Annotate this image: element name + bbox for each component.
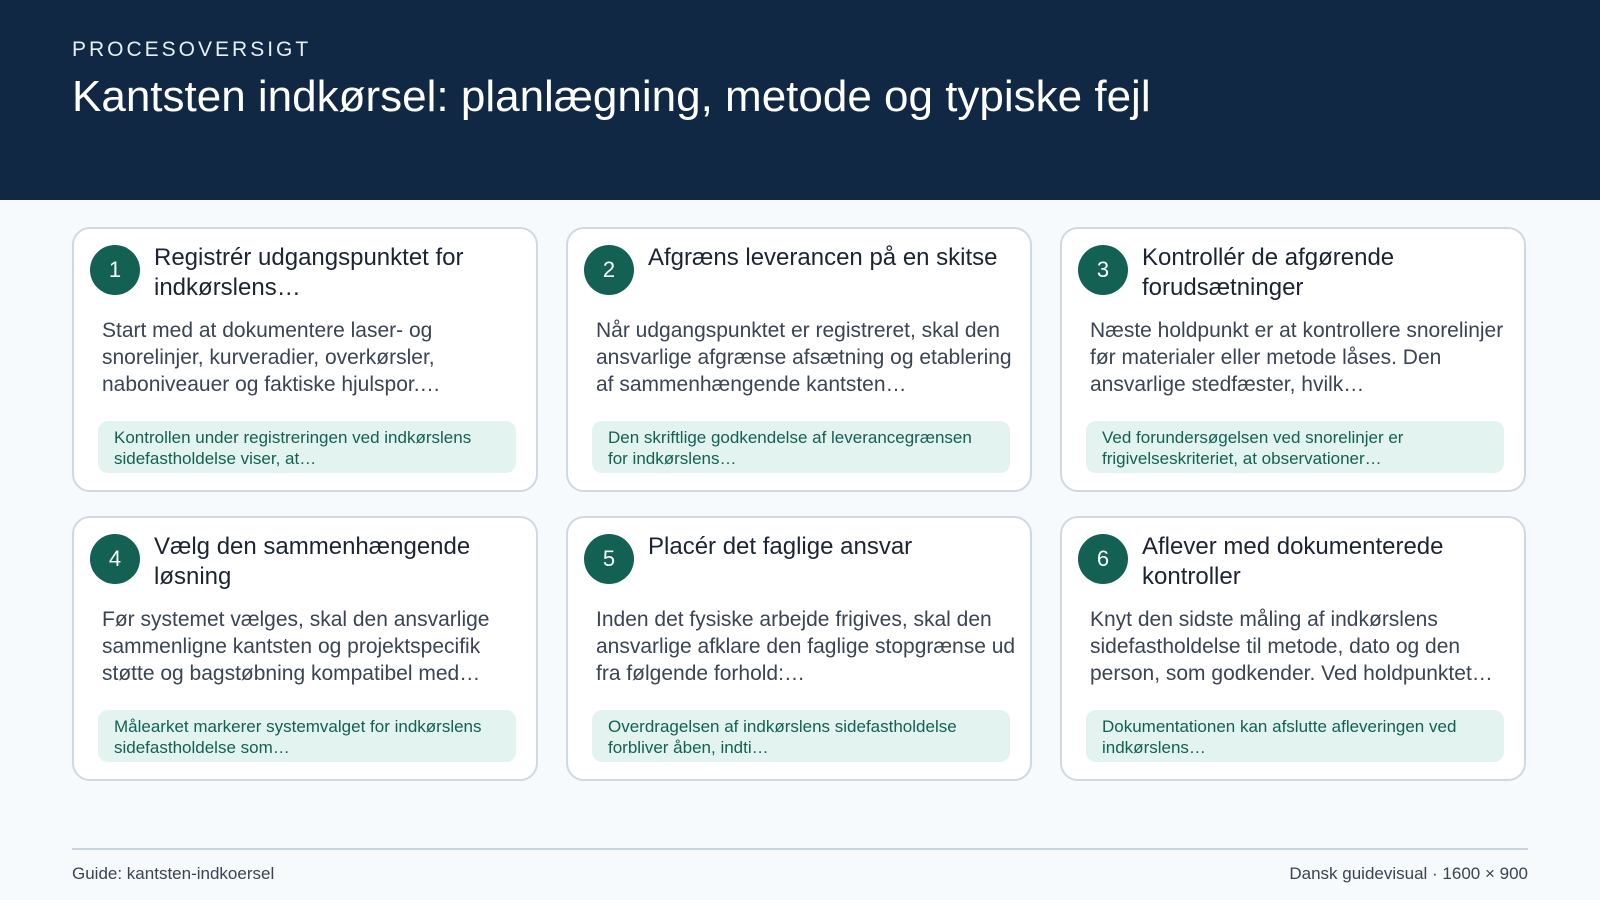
step-card-3: [1060, 227, 1526, 492]
footer-divider: [72, 848, 1528, 850]
step-title: Aflever med dokumenterede kontroller: [1142, 533, 1444, 590]
step-note: Overdragelsen af indkørslens sidefastholdelse forbliver åben, indti…: [592, 710, 1010, 762]
step-card-grid: [72, 227, 1526, 781]
step-note: Den skriftlige godkendelse af leverancegrænsen for indkørslens…: [592, 421, 1010, 473]
step-card-6: [1060, 516, 1526, 781]
step-number-badge: 6: [1078, 534, 1128, 584]
step-card-4: [72, 516, 538, 781]
header-banner: [0, 0, 1600, 200]
step-description: Næste holdpunkt er at kontrollere snorelinjer før materialer eller metode låses. Den ansvarlige stedfæster, hvilk…: [1090, 319, 1504, 396]
step-title: Afgræns leverancen på en skitse: [648, 244, 998, 271]
step-description: Knyt den sidste måling af indkørslens sidefastholdelse til metode, dato og den person, som godkender. Ved holdpunktet…: [1090, 608, 1493, 685]
step-description: Inden det fysiske arbejde frigives, skal den ansvarlige afklare den faglige stopgrænse ud fra følgende forhold:…: [596, 608, 1016, 685]
footer-guide-label: Guide: kantsten-indkoersel: [72, 864, 275, 883]
step-card-1: [72, 227, 538, 492]
step-title: Kontrollér de afgørende forudsætninger: [1142, 244, 1395, 301]
step-note: Målearket markerer systemvalget for indkørslens sidefastholdelse som…: [98, 710, 516, 762]
step-number-badge: 3: [1078, 245, 1128, 295]
step-note: Ved forundersøgelsen ved snorelinjer er frigivelseskriteriet, at observationer…: [1086, 421, 1504, 473]
step-note: Kontrollen under registreringen ved indkørslens sidefastholdelse viser, at…: [98, 421, 516, 473]
step-card-2: [566, 227, 1032, 492]
step-number-badge: 4: [90, 534, 140, 584]
step-description: Start med at dokumentere laser- og snorelinjer, kurveradier, overkørsler, naboniveauer og faktiske hjulspor.…: [102, 319, 441, 396]
eyebrow-label: PROCESOVERSIGT: [72, 38, 312, 61]
step-card-5: [566, 516, 1032, 781]
step-title: Placér det faglige ansvar: [648, 533, 913, 560]
step-number-badge: 1: [90, 245, 140, 295]
footer-credit-label: Dansk guidevisual · 1600 × 900: [1289, 864, 1528, 883]
step-number-badge: 5: [584, 534, 634, 584]
step-title: Registrér udgangspunktet for indkørslens…: [154, 244, 464, 301]
page-title: Kantsten indkørsel: planlægning, metode og typiske fejl: [72, 72, 1151, 121]
step-note: Dokumentationen kan afslutte afleveringen ved indkørslens…: [1086, 710, 1504, 762]
step-number-badge: 2: [584, 245, 634, 295]
step-title: Vælg den sammenhængende løsning: [154, 533, 471, 590]
step-description: Når udgangspunktet er registreret, skal den ansvarlige afgrænse afsætning og etablering af sammenhængende kantsten…: [596, 319, 1012, 396]
step-description: Før systemet vælges, skal den ansvarlige sammenligne kantsten og projektspecifik støtte og bagstøbning kompatibel med…: [102, 608, 490, 685]
